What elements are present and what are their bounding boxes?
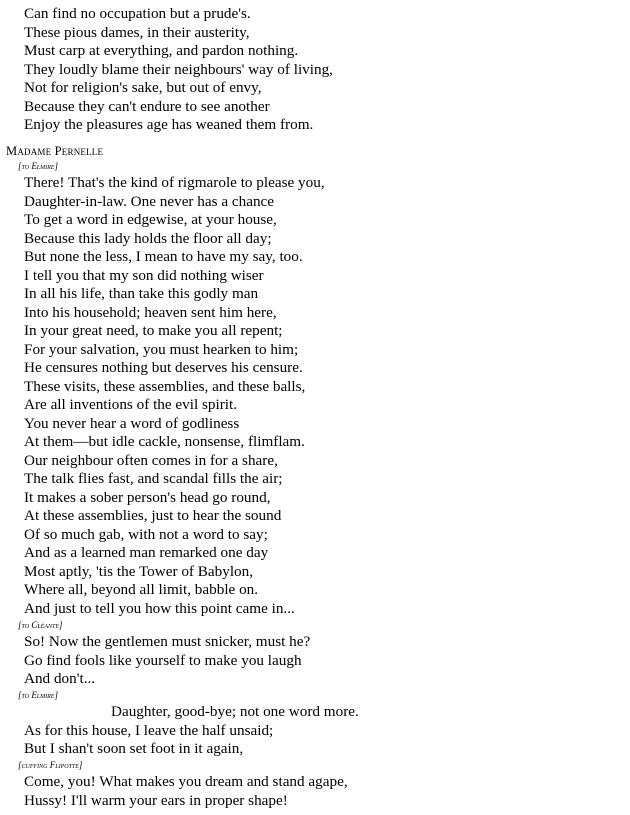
verse-line: And don't... bbox=[24, 670, 96, 687]
stage-direction: [to Cléante] bbox=[18, 620, 63, 630]
verse-line: Because they can't endure to see another bbox=[24, 97, 270, 115]
verse-line: Of so much gab, with not a word to say; bbox=[24, 525, 268, 543]
verse-line: Not for religion's sake, but out of envy, bbox=[24, 79, 262, 96]
verse-line: And as a learned man remarked one day bbox=[24, 544, 269, 561]
verse-line: Where all, beyond all limit, babble on. bbox=[24, 581, 259, 598]
verse-line: These visits, these assemblies, and these balls, bbox=[24, 377, 306, 395]
verse-line: It makes a sober person's head go round, bbox=[24, 488, 271, 506]
verse-line: At them—but idle cackle, nonsense, flimflam. bbox=[24, 433, 305, 450]
verse-line: For your salvation, you must hearken to him; bbox=[24, 340, 299, 358]
verse-line: At these assemblies, just to hear the sound bbox=[24, 507, 282, 524]
verse-line: Our neighbour often comes in for a share, bbox=[24, 451, 278, 469]
verse-line: Into his household; heaven sent him here, bbox=[24, 303, 277, 321]
verse-line: And just to tell you how this point came in... bbox=[24, 599, 295, 617]
verse-line: Come, you! What makes you dream and stand agape, bbox=[24, 773, 348, 790]
verse-line: But none the less, I mean to have my say, too. bbox=[24, 248, 303, 265]
verse-line: Are all inventions of the evil spirit. bbox=[24, 396, 238, 413]
verse-line: Can find no occupation but a prude's. bbox=[24, 5, 251, 22]
verse-line: The talk flies fast, and scandal fills the air; bbox=[24, 470, 283, 487]
verse-line: In all his life, than take this godly man bbox=[24, 285, 259, 302]
verse-line: They loudly blame their neighbours' way of living, bbox=[24, 60, 333, 78]
stage-direction: [to Elmire] bbox=[18, 690, 58, 700]
verse-line: These pious dames, in their austerity, bbox=[24, 23, 250, 41]
verse-line: Hussy! I'll warm your ears in proper shape! bbox=[24, 791, 288, 809]
verse-line: Daughter-in-law. One never has a chance bbox=[24, 192, 275, 210]
verse-line-indented: Daughter, good-bye; not one word more. bbox=[111, 703, 359, 720]
verse-line: So! Now the gentlemen must snicker, must he? bbox=[24, 633, 311, 650]
stage-direction: [cuffing Flipotte] bbox=[18, 760, 83, 770]
verse-line: There! That's the kind of rigmarole to please you, bbox=[24, 174, 325, 191]
stage-direction: [to Elmire] bbox=[18, 161, 58, 171]
speaker-name: Madame Pernelle bbox=[6, 144, 104, 158]
verse-line: In your great need, to make you all repent; bbox=[24, 322, 283, 339]
verse-line: As for this house, I leave the half unsaid; bbox=[24, 721, 274, 739]
verse-line: He censures nothing but deserves his censure. bbox=[24, 359, 303, 376]
verse-line: Because this lady holds the floor all day; bbox=[24, 229, 272, 247]
verse-line: Enjoy the pleasures age has weaned them from. bbox=[24, 116, 314, 133]
verse-line: To get a word in edgewise, at your house, bbox=[24, 211, 277, 228]
verse-line: Must carp at everything, and pardon nothing. bbox=[24, 42, 299, 59]
verse-line: I tell you that my son did nothing wiser bbox=[24, 266, 264, 284]
verse-line: You never hear a word of godliness bbox=[24, 414, 240, 432]
verse-line: But I shan't soon set foot in it again, bbox=[24, 740, 244, 757]
verse-line: Go find fools like yourself to make you laugh bbox=[24, 651, 302, 669]
verse-line: Most aptly, 'tis the Tower of Babylon, bbox=[24, 562, 254, 580]
